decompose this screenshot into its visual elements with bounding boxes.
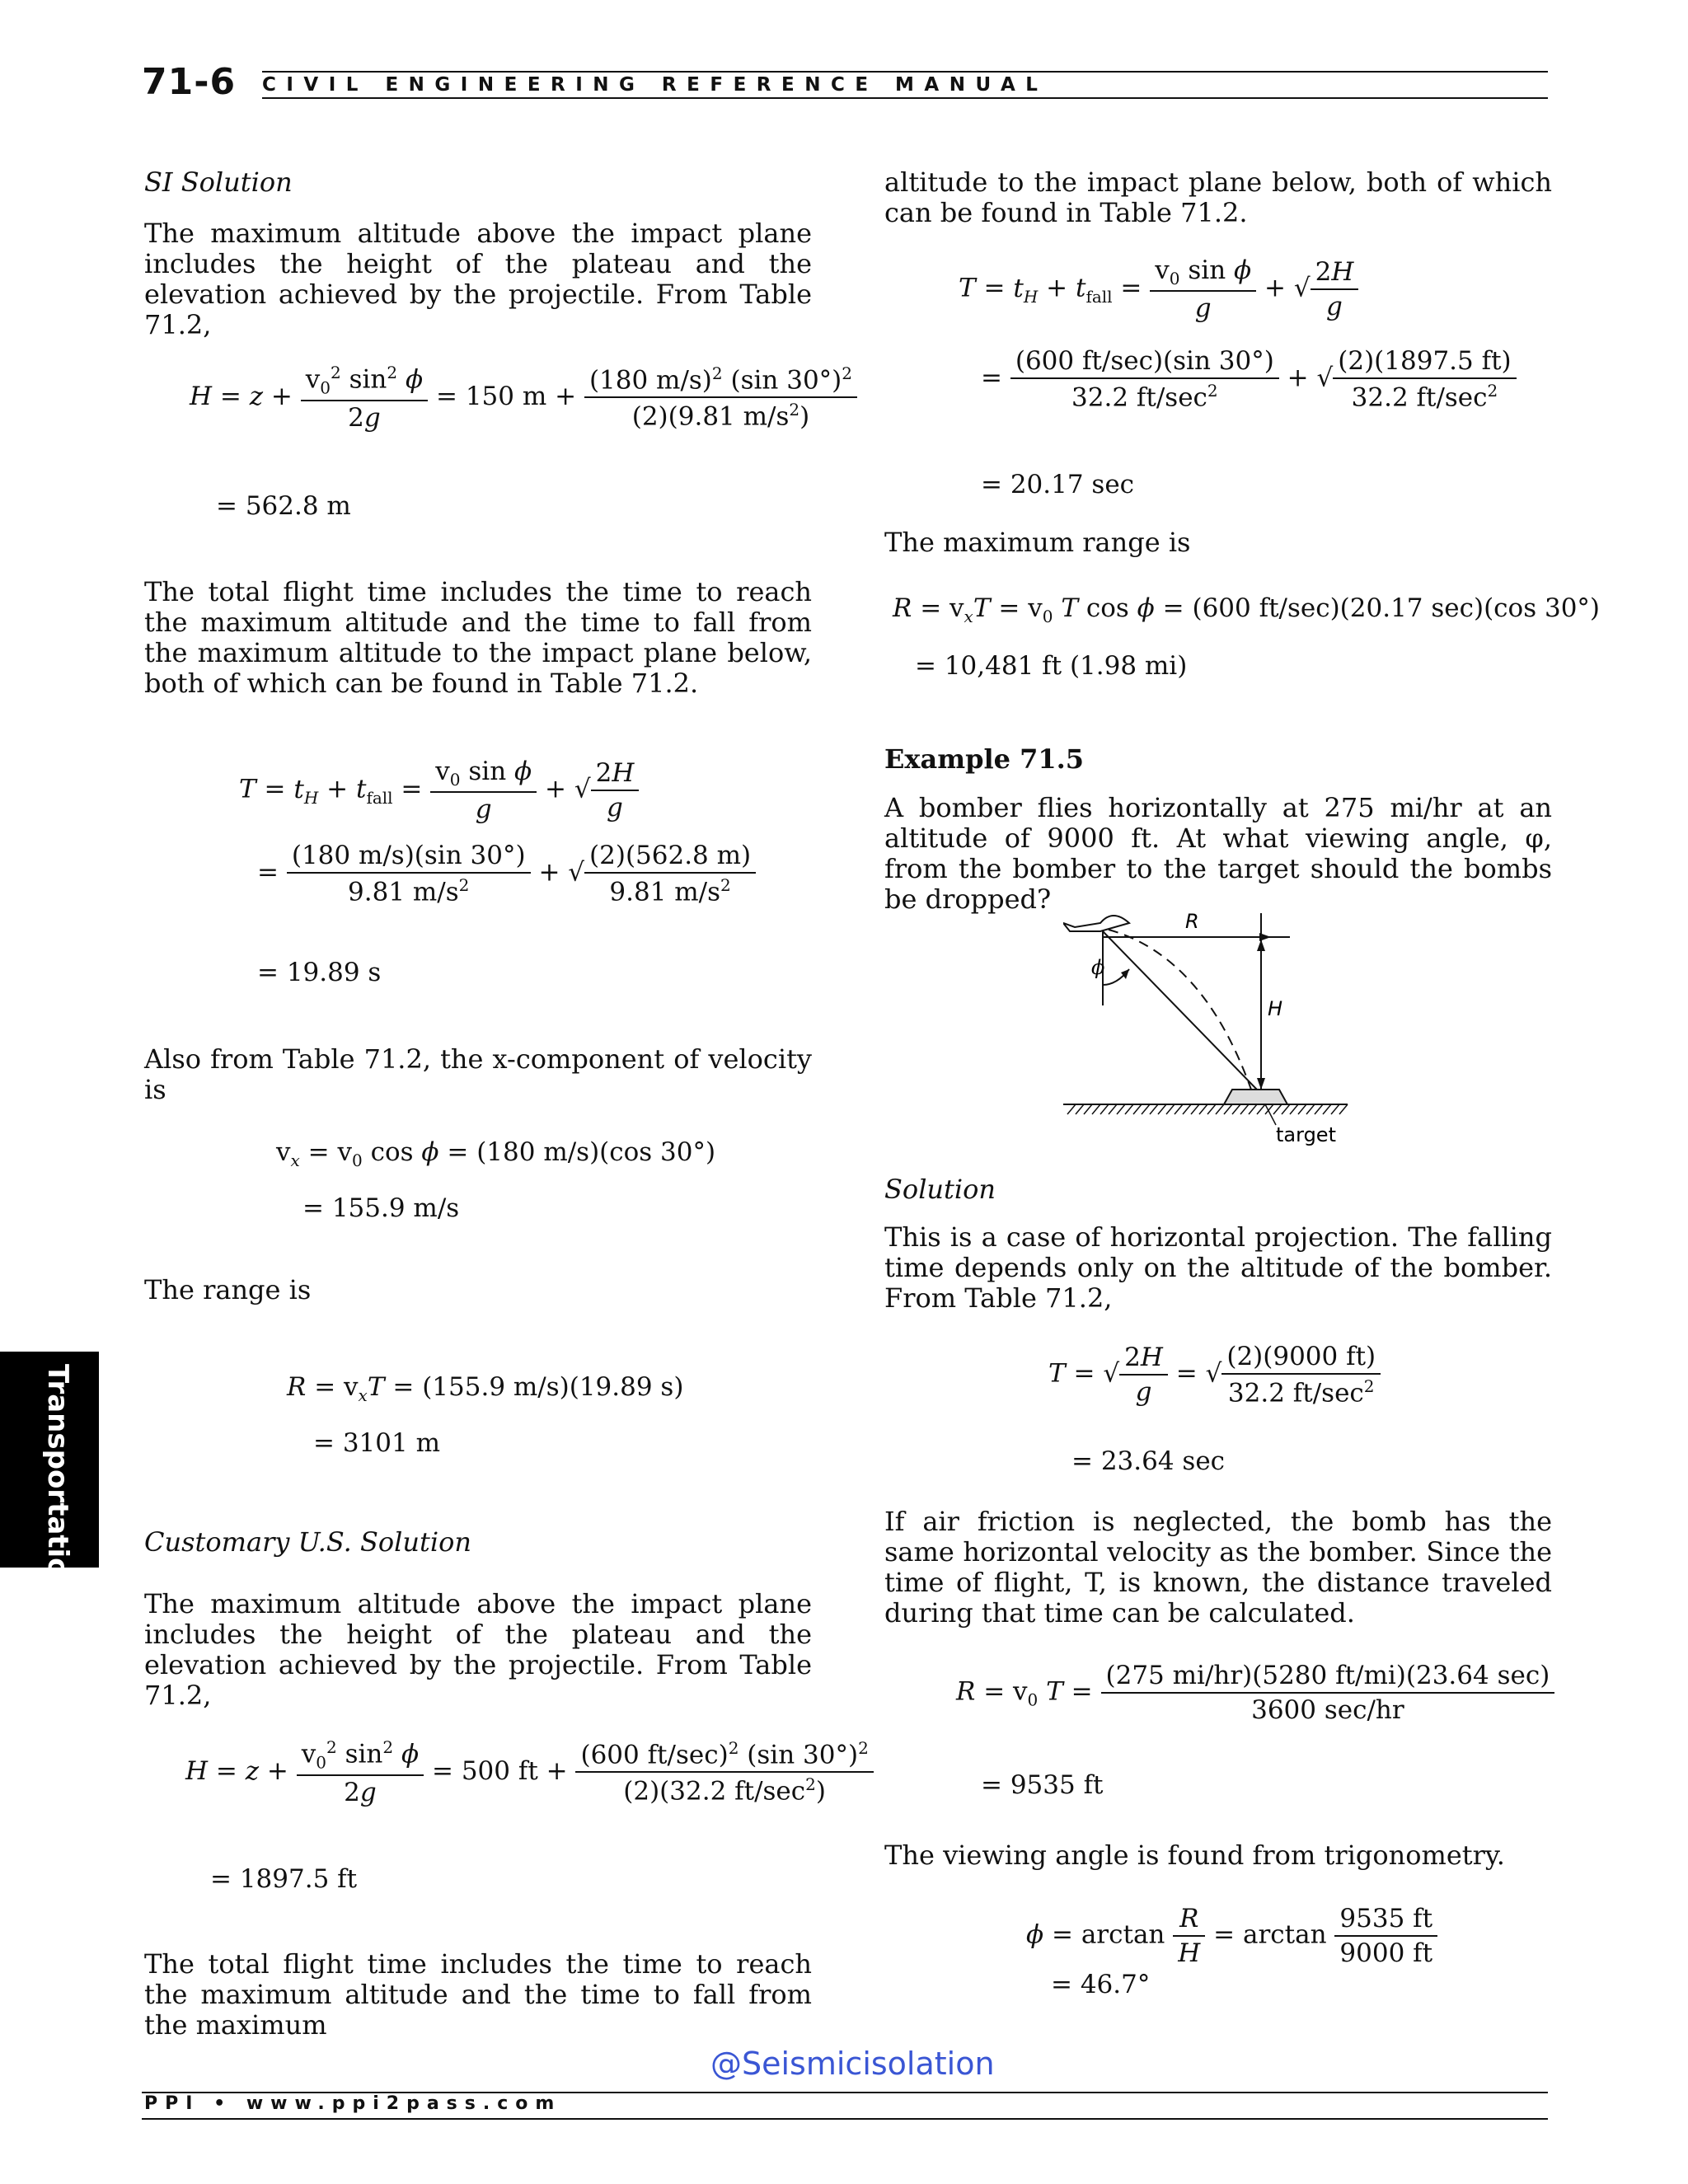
header-rule-bottom (262, 97, 1548, 99)
equation-range-si: $R = v_xT = (155.9$ m/s)(19.89 s) (287, 1372, 684, 1406)
equation-flight-time-si-substituted: = $\frac{(180 m/s)(\sin 30^\circ)}{9.81 m/s^2}$ + √ $\frac{(2)(562.8 m)}{9.81 m/s^2}$ (257, 841, 756, 907)
paragraph: The range is (144, 1274, 312, 1305)
equation-fall-time: T = √ $\frac{2H}{g}$ = √ $\frac{(2)(9000 ft)}{32.2 ft/\sec^2}$ (1048, 1342, 1381, 1408)
side-tab-label: Transportation (41, 1364, 74, 1597)
equation-result: = 1897.5 ft (210, 1864, 358, 1894)
ground-hatching (1067, 1104, 1348, 1114)
running-header: CIVIL ENGINEERING REFERENCE MANUAL (262, 74, 1048, 96)
sight-line (1103, 931, 1257, 1090)
height-arrowhead-bottom (1257, 1078, 1265, 1090)
equation-result: = 9535 ft (981, 1770, 1104, 1800)
paragraph: If air friction is neglected, the bomb has the same horizontal velocity as the bomber. Since the time of flight, T, is known, the distance traveled during that time can be calculated. (884, 1506, 1552, 1629)
bomber-trajectory-figure (1063, 907, 1376, 1146)
solution-heading: Solution (884, 1174, 996, 1205)
equation-result: = 3101 m (313, 1428, 440, 1458)
equation-distance: $R = v_0$ T = $\frac{(275 mi/hr)(5280 ft/mi)(23.64 \sec)}{3600 \sec/hr}$ (956, 1661, 1554, 1725)
us-solution-heading: Customary U.S. Solution (144, 1526, 471, 1558)
equation-x-velocity: $v_x = v_0$ cos ϕ = (180 m/s)(cos 30°) (276, 1137, 716, 1171)
bomber-icon (1063, 916, 1129, 931)
paragraph: altitude to the impact plane below, both of which can be found in Table 71.2. (884, 166, 1552, 228)
example-title: Example 71.5 (884, 743, 1085, 775)
paragraph: The maximum range is (884, 527, 1191, 558)
equation-result: = 20.17 sec (981, 470, 1135, 499)
paragraph: This is a case of horizontal projection. The falling time depends only on the altitude of the bomber. From Table 71.2, (884, 1221, 1552, 1314)
equation-result: = 562.8 m (216, 491, 351, 521)
equation-flight-time-us: $T = t_H + t_{fall}$ = $\frac{v_0 \sin \phi}{g}$ + √ $\frac{2H}{g}$ (959, 255, 1358, 323)
equation-flight-time-si: $T = t_H + t_{fall}$ = $\frac{v_0 \sin \phi}{g}$ + √ $\frac{2H}{g}$ (239, 757, 639, 824)
paragraph: Also from Table 71.2, the x-component of velocity is (144, 1043, 812, 1105)
paragraph: The total flight time includes the time to reach the maximum altitude and the time to fall from the maximum altitude to the impact plane below, both of which can be found in Table 71.2. (144, 576, 812, 699)
equation-flight-time-us-substituted: = $\frac{(600 ft/\sec)(\sin 30^\circ)}{32.2 ft/\sec^2}$ + √ $\frac{(2)(1897.5 ft)}{32.2 ft/\sec^2}$ (981, 346, 1517, 412)
footer-rule-bottom (142, 2118, 1548, 2120)
equation-max-altitude-us: H = z + $\frac{v_0^2 \sin^2 \phi}{2g}$ = 500 ft + $\frac{(600 ft/\sec)^2 (\sin 30^\circ)^2}{(2)(32.2 ft/\sec^2)}$ (185, 1737, 874, 1807)
paragraph: The maximum altitude above the impact plane includes the height of the plateau and the elevation achieved by the projectile. From Table 71.2, (144, 1588, 812, 1711)
equation-result: = 155.9 m/s (302, 1193, 460, 1223)
page-number: 71-6 (142, 61, 237, 103)
equation-max-altitude-si: H = z + $\frac{v_0^2 \sin^2 \phi}{2g}$ = 150 m + $\frac{(180 m/s)^2 (\sin 30^\circ)^2}{(2)(9.81 m/s^2)}$ (190, 363, 857, 433)
height-label: H (1268, 997, 1283, 1020)
footer-text: PPI • www.ppi2pass.com (144, 2093, 562, 2114)
target-icon (1224, 1090, 1287, 1104)
side-tab (0, 1352, 99, 1597)
si-solution-heading: SI Solution (144, 166, 293, 198)
equation-result: = 23.64 sec (1071, 1446, 1226, 1476)
paragraph: The total flight time includes the time to reach the maximum altitude and the time to fall from the maximum (144, 1948, 812, 2041)
equation-result: = 46.7° (1051, 1970, 1151, 1999)
header-rule-top (262, 71, 1548, 73)
paragraph: The viewing angle is found from trigonometry. (884, 1840, 1505, 1871)
angle-label: ϕ (1091, 956, 1105, 979)
paragraph: A bomber flies horizontally at 275 mi/hr at an altitude of 9000 ft. At what viewing angle, φ, from the bomber to the target should the bombs be dropped? (884, 792, 1552, 915)
target-label: target (1276, 1123, 1336, 1146)
paragraph: The maximum altitude above the impact plane includes the height of the plateau and the elevation achieved by the projectile. From Table 71.2, (144, 218, 812, 340)
height-arrowhead-top (1257, 940, 1265, 951)
watermark: @Seismicisolation (710, 2046, 995, 2082)
range-label: R (1185, 910, 1199, 933)
equation-range-us: $R = v_xT = v_0$ T cos ϕ = (600 ft/sec)(20.17 sec)(cos 30°) (893, 593, 1601, 627)
equation-viewing-angle: ϕ = arctan $\frac{R}{H}$ = arctan $\frac{9535 ft}{9000 ft}$ (1026, 1904, 1437, 1968)
equation-result: = 19.89 s (257, 958, 382, 987)
equation-result: = 10,481 ft (1.98 mi) (915, 651, 1188, 681)
